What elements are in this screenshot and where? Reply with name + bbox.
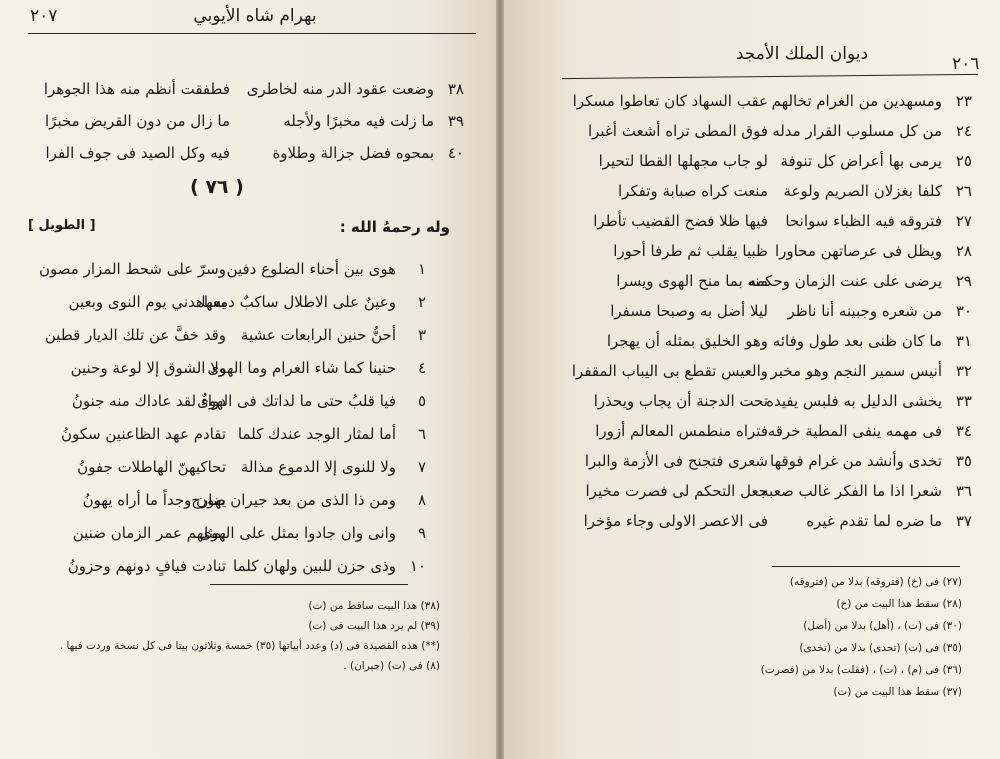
verse-number: ٩ xyxy=(417,524,426,542)
verse-second-hemistich: وقد خفَّ عن تلك الديار قطين xyxy=(44,326,226,344)
verse-second-hemistich: ليلا أضل به وصبحا مسفرا xyxy=(610,302,768,320)
verse-second-hemistich: تحت الدجنة أن يجاب ويحذرا xyxy=(593,392,768,410)
verse-second-hemistich: والعيس تقطع بى اليباب المقفرا xyxy=(571,362,768,380)
verse-second-hemistich: تقادم عهد الظاعنين سكونُ xyxy=(61,425,226,443)
verse-number: ٣٢ xyxy=(955,362,972,380)
meter-label: [ الطويل ] xyxy=(28,218,96,233)
running-head: ديوان الملك الأمجد xyxy=(735,44,869,64)
verse-first-hemistich: من شعره وجبينه أنا ناظر xyxy=(787,302,942,320)
verse-number: ٢٨ xyxy=(955,242,972,260)
verse-number: ٥ xyxy=(417,392,426,410)
verse-second-hemistich: تنادت فيافٍ دونهم وحزونُ xyxy=(67,557,226,575)
verse-second-hemistich: جعل التحكم لى فصرت مخيرا xyxy=(585,482,768,500)
verse-number: ٣١ xyxy=(955,332,972,350)
verse-number: ١ xyxy=(417,260,426,278)
page-number: ٢٠٧ xyxy=(30,6,58,26)
verse-first-hemistich: من كل مسلوب القرار مدله xyxy=(772,122,942,140)
verse-number: ٣٤ xyxy=(955,422,972,440)
verse-second-hemistich: فيها ظلا فضح القضيب تأطرا xyxy=(593,212,768,230)
verse-number: ٤ xyxy=(417,359,426,377)
verse-number: ٣٧ xyxy=(955,512,972,530)
running-head: بهرام شاه الأيوبي xyxy=(193,6,317,26)
verse-number: ٣٠ xyxy=(955,302,972,320)
verse-second-hemistich: فى الاعصر الاولى وجاء مؤخرا xyxy=(583,512,768,530)
verse-first-hemistich: وعينٌ على الاطلال ساكبٌ دمعها xyxy=(201,293,396,311)
footnote: (٣٩) لم يرد هذا البيت فى (ت) xyxy=(308,620,440,632)
verse-second-hemistich: تحاكيهنّ الهاطلات جفونُ xyxy=(77,458,226,476)
footnote: (**) هذه القصيدة فى (د) وعدد أبياتها (٣٥) خمسة وثلاثون بيتا فى كل نسخة وردت فيها . xyxy=(59,640,440,652)
verse-second-hemistich: شعرى فتجنح فى الأزمة والبرا xyxy=(584,452,768,470)
verse-first-hemistich: ما كان ظنى بعد طول وفائه xyxy=(772,332,942,350)
verse-number: ٨ xyxy=(417,491,426,509)
verse-number: ٦ xyxy=(417,425,426,443)
poem-number: ( ٧٦ ) xyxy=(190,176,244,198)
verse-second-hemistich: ولا الشوق إلا لوعة وحنين xyxy=(70,359,226,377)
verse-number: ٢٩ xyxy=(955,272,972,290)
verse-number: ٣٥ xyxy=(955,452,972,470)
book-spine xyxy=(496,0,504,759)
right-page xyxy=(502,0,1000,759)
verse-second-hemistich: يساهدني يوم النوى وبعين xyxy=(68,293,226,311)
verse-second-hemistich: بمثلهم عمر الزمان ضنين xyxy=(72,524,226,542)
verse-second-hemistich: فيه وكل الصيد فى جوف الفرا xyxy=(45,144,230,162)
verse-first-hemistich: حنينا كما شاء الغرام وما الهوى xyxy=(207,359,396,377)
verse-first-hemistich: أنيس سمير النجم وهو مخبر xyxy=(770,362,942,380)
verse-number: ٤٠ xyxy=(447,144,464,162)
verse-second-hemistich: عقب السهاد كان تعاطوا مسكرا xyxy=(572,92,768,110)
page-number: ٢٠٦ xyxy=(952,54,980,74)
verse-number: ٢ xyxy=(417,293,426,311)
verse-first-hemistich: بمحوه فضل جزالة وطلاوة xyxy=(272,144,434,162)
verse-first-hemistich: يخشى الدليل به فلبس يفيده xyxy=(766,392,942,410)
verse-number: ٣٣ xyxy=(955,392,972,410)
verse-first-hemistich: يرضى على عنت الزمان وحكمه xyxy=(748,272,942,290)
verse-second-hemistich: يهون وجداً ما أراه يهونُ xyxy=(82,491,226,509)
verse-second-hemistich: ما زال من دون القريض مخبرًا xyxy=(45,112,230,130)
footnote: (٣٨) هذا البيت ساقط من (ت) xyxy=(308,600,440,612)
poem-intro: وله رحمهُ الله : xyxy=(339,218,450,236)
verse-first-hemistich: هوى بين أحناء الضلوع دفين xyxy=(226,260,396,278)
footnote: (٣٥) فى (ت) (تحدى) بدلا من (تخدى) xyxy=(799,642,962,654)
footnote: (٨) فى (ت) (جيران) . xyxy=(343,660,440,672)
verse-first-hemistich: وذى حزن للبين ولهان كلما xyxy=(233,557,396,575)
verse-first-hemistich: أحنُّ حنين الرابعات عشية xyxy=(240,326,396,344)
footnote: (٣٠) فى (ت) ، (أهل) بدلا من (أضل) xyxy=(803,620,962,632)
verse-first-hemistich: فتروقه فيه الظباء سوانحا xyxy=(785,212,942,230)
verse-number: ٣٨ xyxy=(447,80,464,98)
verse-first-hemistich: ويظل فى عرصاتهن محاورا xyxy=(774,242,942,260)
footnote: (٣٧) سقط هذا البيت من (ت) xyxy=(833,686,962,698)
verse-number: ١٠ xyxy=(409,557,426,575)
verse-second-hemistich: وهو الخليق بمثله أن يهجرا xyxy=(606,332,768,350)
footnote-rule xyxy=(772,566,960,567)
verse-first-hemistich: يرمى بها أعراض كل تنوفة xyxy=(780,152,942,170)
verse-first-hemistich: وانى وان جادوا بمثل على الهوى xyxy=(199,524,396,542)
verse-first-hemistich: فيا قلبُ حتى ما لداتك فى الهوى xyxy=(197,392,396,410)
verse-first-hemistich: ومسهدين من الغرام تخالهم xyxy=(771,92,942,110)
verse-second-hemistich: فتراه منطمس المعالم أزورا xyxy=(595,422,768,440)
verse-first-hemistich: ولا للنوى إلا الدموع مذالة xyxy=(240,458,396,476)
verse-number: ٧ xyxy=(417,458,426,476)
verse-first-hemistich: شعرا اذا ما الفكر غالب صعبه xyxy=(761,482,942,500)
footnote: (٣٦) فى (م) ، (ت) ، (فقلت) بدلا من (فصرت) xyxy=(760,664,962,676)
verse-number: ٢٧ xyxy=(955,212,972,230)
verse-first-hemistich: أما لمثار الوجد عندك كلما xyxy=(237,425,396,443)
verse-first-hemistich: ما ضره لما تقدم غيره xyxy=(806,512,942,530)
verse-number: ٢٥ xyxy=(955,152,972,170)
verse-number: ٣٩ xyxy=(447,112,464,130)
verse-second-hemistich: منه بما منح الهوى ويسرا xyxy=(616,272,768,290)
verse-first-hemistich: كلفا بغزلان الصريم ولوعة xyxy=(783,182,942,200)
left-page xyxy=(0,0,498,759)
header-rule xyxy=(562,74,978,79)
verse-first-hemistich: ومن ذا الذى من بعد جيران ضارج xyxy=(191,491,396,509)
verse-number: ٣ xyxy=(417,326,426,344)
verse-number: ٣٦ xyxy=(955,482,972,500)
header-rule xyxy=(28,33,476,34)
verse-first-hemistich: وضعت عقود الدر منه لخاطرى xyxy=(246,80,434,98)
verse-second-hemistich: ظبيا يقلب ثم طرفا أحورا xyxy=(613,242,768,260)
verse-second-hemistich: فوق المطى تراه أشعث أغبرا xyxy=(587,122,768,140)
verse-first-hemistich: ما زلت فيه مخبرًا ولأجله xyxy=(283,112,434,130)
verse-number: ٢٦ xyxy=(955,182,972,200)
verse-second-hemistich: وسرّ على شحط المزار مصون xyxy=(39,260,226,278)
footnote-rule xyxy=(210,584,408,585)
footnote: (٢٧) فى (خ) (فتروقه) بدلا من (فتروقه) xyxy=(789,576,962,588)
verse-second-hemistich: دواءٌ لقد عاداك منه جنونُ xyxy=(71,392,226,410)
verse-number: ٢٣ xyxy=(955,92,972,110)
footnote: (٢٨) سقط هذا البيت من (خ) xyxy=(836,598,962,610)
verse-second-hemistich: فطفقت أنظم منه هذا الجوهرا xyxy=(43,80,230,98)
verse-first-hemistich: فى مهمه ينفى المطية خرقه xyxy=(767,422,942,440)
verse-first-hemistich: تخدى وأنشد من غرام فوقها xyxy=(770,452,942,470)
verse-number: ٢٤ xyxy=(955,122,972,140)
verse-second-hemistich: منعت كراه صبابة وتفكرا xyxy=(617,182,768,200)
verse-second-hemistich: لو جاب مجهلها القطا لتحيرا xyxy=(598,152,768,170)
